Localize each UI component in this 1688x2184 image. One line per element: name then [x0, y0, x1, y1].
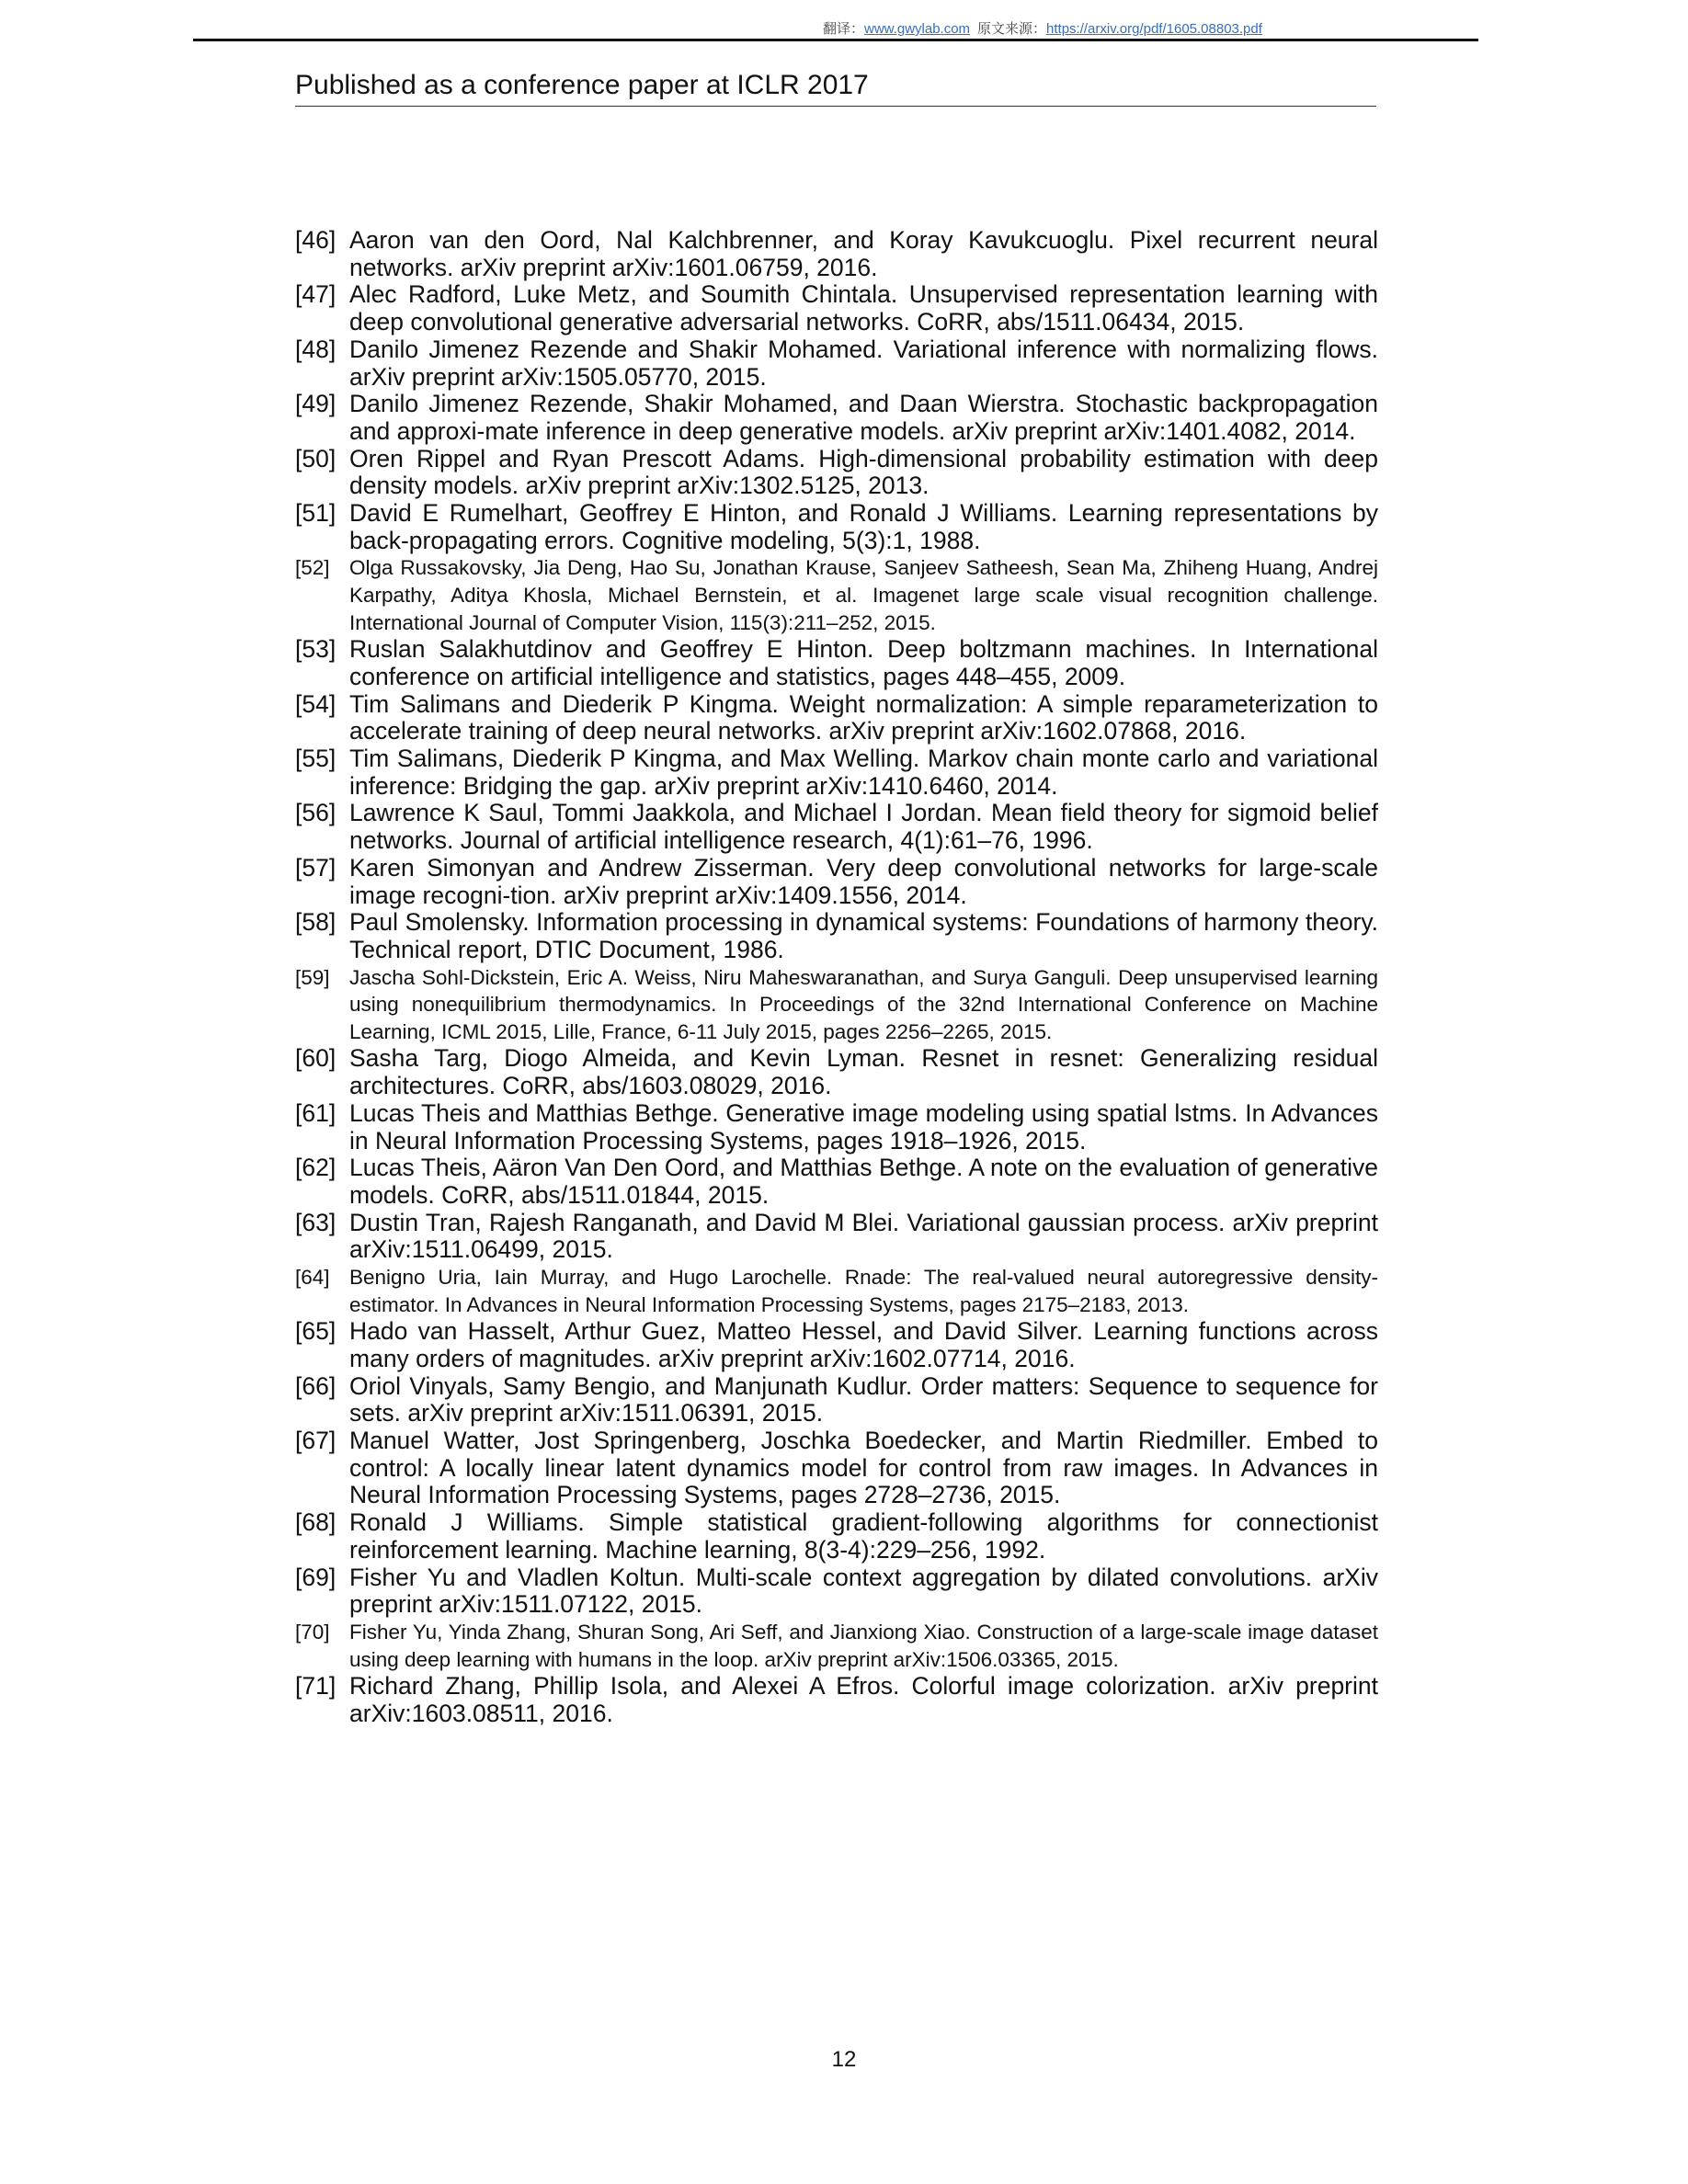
reference-entry — [295, 1509, 1378, 1564]
reference-entry — [295, 554, 1378, 636]
translate-credit — [823, 18, 970, 38]
reference-text: Aaron van den Oord, Nal Kalchbrenner, and Koray Kavukcuoglu. Pixel recurrent neural networks. arXiv preprint arXiv:1601.06759, 2016. — [349, 226, 1378, 281]
reference-entry — [295, 391, 1378, 445]
reference-entry — [295, 745, 1378, 800]
reference-text: Olga Russakovsky, Jia Deng, Hao Su, Jonathan Krause, Sanjeev Satheesh, Sean Ma, Zhiheng Huang, Andrej Karpathy, Aditya Khosla, Michael Bernstein, et al. Imagenet large scale visual recognition challenge. International Journal of Computer Vision, 115(3):211–252, 2015. — [349, 556, 1378, 634]
reference-text: Karen Simonyan and Andrew Zisserman. Very deep convolutional networks for large-scale image recogni-tion. arXiv preprint arXiv:1409.1556, 2014. — [349, 853, 1378, 909]
reference-entry — [295, 1045, 1378, 1099]
reference-number: [63] — [295, 1208, 336, 1236]
reference-list — [295, 227, 1378, 1728]
reference-number: [70] — [295, 1620, 330, 1644]
reference-text: Danilo Jimenez Rezende, Shakir Mohamed, and Daan Wierstra. Stochastic backpropagation and approxi-mate inference in deep generative models. arXiv preprint arXiv:1401.4082, 2014. — [349, 390, 1378, 445]
reference-number: [49] — [295, 390, 336, 418]
source-label: 原文来源： — [977, 21, 1047, 37]
reference-entry — [295, 1100, 1378, 1155]
reference-text: Danilo Jimenez Rezende and Shakir Mohamed. Variational inference with normalizing flows. arXiv preprint arXiv:1505.05770, 2015. — [349, 335, 1378, 391]
reference-number: [60] — [295, 1044, 336, 1073]
reference-number: [67] — [295, 1427, 336, 1455]
reference-text: Richard Zhang, Phillip Isola, and Alexei A Efros. Colorful image colorization. arXiv preprint arXiv:1603.08511, 2016. — [349, 1672, 1378, 1727]
source-link[interactable]: https://arxiv.org/pdf/1605.08803.pdf — [1046, 21, 1262, 37]
reference-entry — [295, 1428, 1378, 1509]
page-number: 12 — [831, 2047, 857, 2072]
reference-text: Lucas Theis, Aäron Van Den Oord, and Matthias Bethge. A note on the evaluation of generative models. CoRR, abs/1511.01844, 2015. — [349, 1154, 1378, 1209]
reference-number: [51] — [295, 499, 336, 528]
reference-text: Alec Radford, Luke Metz, and Soumith Chintala. Unsupervised representation learning with deep convolutional generative adversarial networks. CoRR, abs/1511.06434, 2015. — [349, 280, 1378, 336]
running-head-rule — [295, 106, 1376, 107]
watermark-divider — [193, 39, 1478, 41]
reference-number: [71] — [295, 1672, 336, 1701]
reference-entry — [295, 1318, 1378, 1372]
reference-entry — [295, 227, 1378, 281]
reference-entry — [295, 964, 1378, 1046]
reference-entry — [295, 446, 1378, 500]
reference-text: Oriol Vinyals, Samy Bengio, and Manjunath Kudlur. Order matters: Sequence to sequence for sets. arXiv preprint arXiv:1511.06391, 2015. — [349, 1371, 1378, 1428]
reference-entry — [295, 1673, 1378, 1727]
reference-text: Sasha Targ, Diogo Almeida, and Kevin Lyman. Resnet in resnet: Generalizing residual architectures. CoRR, abs/1603.08029, 2016. — [349, 1044, 1378, 1100]
reference-entry — [295, 1619, 1378, 1673]
reference-entry — [295, 500, 1378, 554]
reference-number: [58] — [295, 908, 336, 937]
reference-number: [57] — [295, 853, 336, 882]
reference-entry — [295, 1373, 1378, 1428]
reference-number: [69] — [295, 1563, 336, 1591]
reference-text: Paul Smolensky. Information processing in dynamical systems: Foundations of harmony theory. Technical report, DTIC Document, 1986. — [349, 908, 1378, 963]
reference-number: [46] — [295, 226, 336, 254]
reference-text: David E Rumelhart, Geoffrey E Hinton, and Ronald J Williams. Learning representations by back-propagating errors. Cognitive modeling, 5(3):1, 1988. — [349, 499, 1378, 554]
translate-link[interactable]: www.gwylab.com — [864, 21, 971, 37]
reference-number: [66] — [295, 1371, 336, 1400]
reference-text: Jascha Sohl-Dickstein, Eric A. Weiss, Niru Maheswaranathan, and Surya Ganguli. Deep unsupervised learning using nonequilibrium thermodynamics. In Proceedings of the 32nd International Conference on Machine Learning, ICML 2015, Lille, France, 6-11 July 2015, pages 2256–2265, 2015. — [349, 965, 1378, 1043]
reference-number: [52] — [295, 556, 330, 580]
reference-number: [59] — [295, 965, 330, 989]
reference-number: [48] — [295, 335, 336, 363]
reference-entry — [295, 1210, 1378, 1264]
reference-text: Benigno Uria, Iain Murray, and Hugo Larochelle. Rnade: The real-valued neural autoregressive density-estimator. In Advances in Neural Information Processing Systems, pages 2175–2183, 2013. — [349, 1266, 1378, 1316]
reference-entry — [295, 1155, 1378, 1209]
running-head: Published as a conference paper at ICLR 2017 — [295, 70, 869, 100]
reference-entry — [295, 691, 1378, 745]
reference-text: Tim Salimans and Diederik P Kingma. Weight normalization: A simple reparameterization to accelerate training of deep neural networks. arXiv preprint arXiv:1602.07868, 2016. — [349, 689, 1378, 745]
reference-entry — [295, 1264, 1378, 1318]
reference-number: [55] — [295, 745, 336, 773]
reference-number: [56] — [295, 799, 336, 827]
reference-text: Lawrence K Saul, Tommi Jaakkola, and Michael I Jordan. Mean field theory for sigmoid belief networks. Journal of artificial intelligence research, 4(1):61–76, 1996. — [349, 799, 1378, 855]
reference-text: Tim Salimans, Diederik P Kingma, and Max Welling. Markov chain monte carlo and variational inference: Bridging the gap. arXiv preprint arXiv:1410.6460, 2014. — [349, 745, 1378, 800]
reference-number: [47] — [295, 280, 336, 309]
reference-text: Hado van Hasselt, Arthur Guez, Matteo Hessel, and David Silver. Learning functions across many orders of magnitudes. arXiv preprint arXiv:1602.07714, 2016. — [349, 1317, 1378, 1372]
reference-text: Ronald J Williams. Simple statistical gradient-following algorithms for connectionist reinforcement learning. Machine learning, 8(3-4):229–256, 1992. — [349, 1508, 1378, 1564]
watermark-bar — [0, 13, 1688, 40]
reference-number: [62] — [295, 1154, 336, 1182]
reference-entry — [295, 1564, 1378, 1619]
reference-text: Fisher Yu and Vladlen Koltun. Multi-scale context aggregation by dilated convolutions. arXiv preprint arXiv:1511.07122, 2015. — [349, 1563, 1378, 1619]
reference-text: Manuel Watter, Jost Springenberg, Joschka Boedecker, and Martin Riedmiller. Embed to control: A locally linear latent dynamics model for control from raw images. In Advances in Neural Information Processing Systems, pages 2728–2736, 2015. — [349, 1427, 1378, 1509]
reference-number: [61] — [295, 1098, 336, 1127]
reference-entry — [295, 636, 1378, 690]
reference-number: [65] — [295, 1317, 336, 1346]
reference-number: [53] — [295, 635, 336, 664]
reference-text: Ruslan Salakhutdinov and Geoffrey E Hinton. Deep boltzmann machines. In International conference on artificial intelligence and statistics, pages 448–455, 2009. — [349, 635, 1378, 690]
reference-number: [64] — [295, 1266, 330, 1290]
reference-entry — [295, 281, 1378, 336]
reference-number: [54] — [295, 689, 336, 718]
reference-text: Lucas Theis and Matthias Bethge. Generative image modeling using spatial lstms. In Advances in Neural Information Processing Systems, pages 1918–1926, 2015. — [349, 1098, 1378, 1155]
reference-entry — [295, 909, 1378, 963]
reference-text: Dustin Tran, Rajesh Ranganath, and David M Blei. Variational gaussian process. arXiv preprint arXiv:1511.06499, 2015. — [349, 1208, 1378, 1264]
reference-entry — [295, 800, 1378, 854]
reference-number: [50] — [295, 444, 336, 472]
translate-label: 翻译： — [823, 21, 865, 37]
source-credit — [977, 18, 1262, 38]
reference-number: [68] — [295, 1508, 336, 1537]
reference-entry — [295, 336, 1378, 391]
reference-text: Oren Rippel and Ryan Prescott Adams. High-dimensional probability estimation with deep density models. arXiv preprint arXiv:1302.5125, 2013. — [349, 444, 1378, 500]
reference-entry — [295, 855, 1378, 909]
reference-text: Fisher Yu, Yinda Zhang, Shuran Song, Ari Seff, and Jianxiong Xiao. Construction of a large-scale image dataset using deep learning with humans in the loop. arXiv preprint arXiv:1506.03365, 2015. — [349, 1620, 1378, 1671]
